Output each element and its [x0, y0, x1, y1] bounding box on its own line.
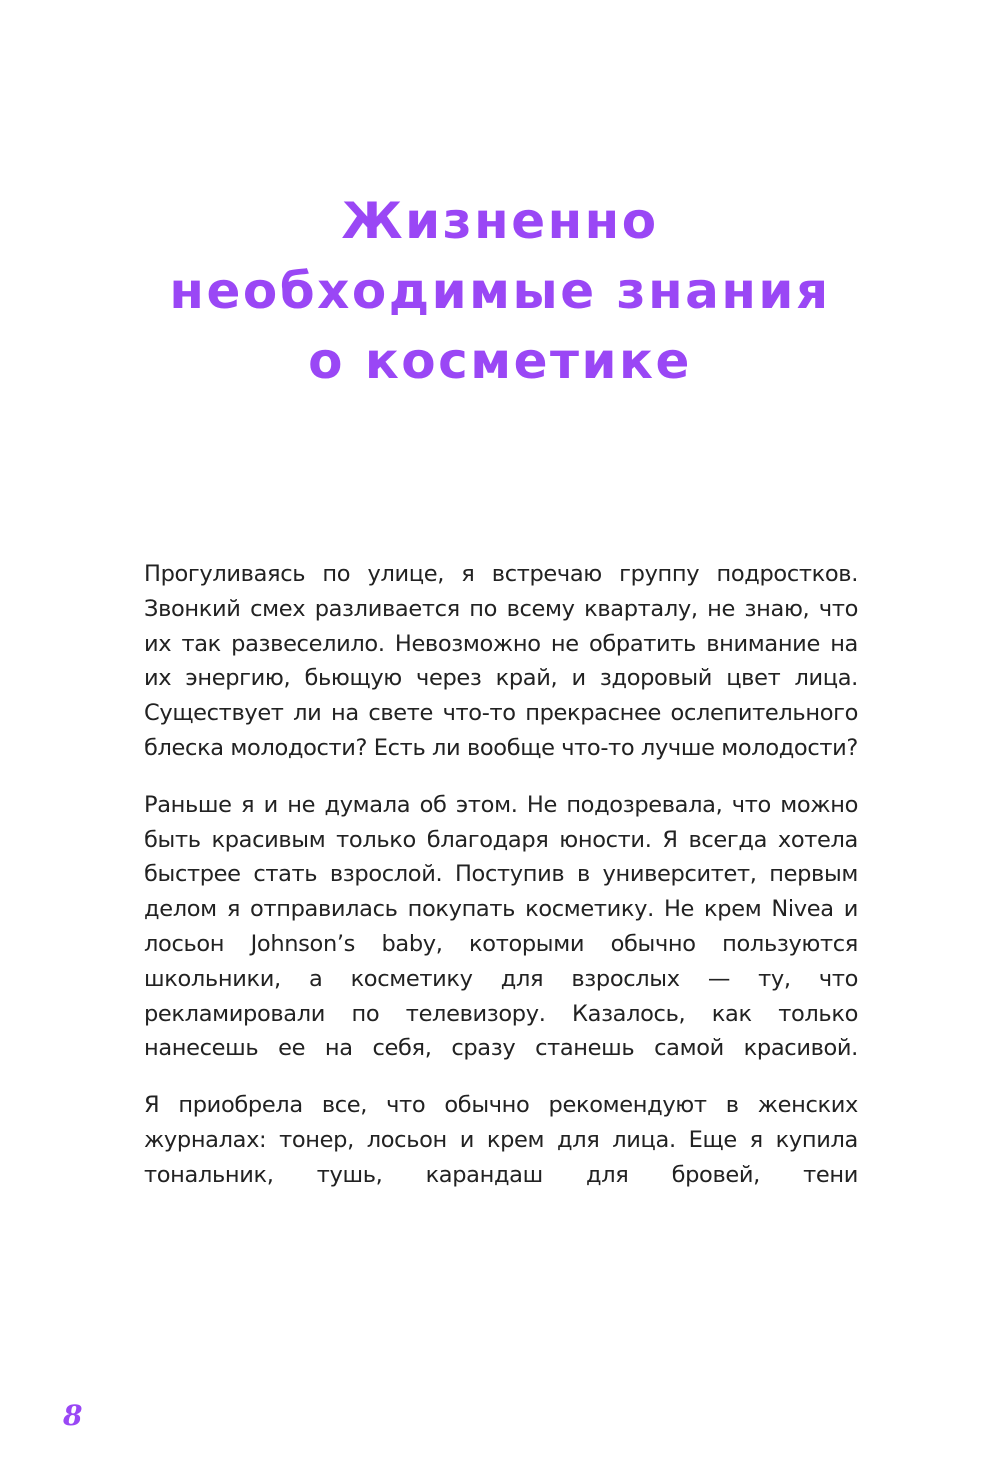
chapter-title-line-3: о косметике [308, 332, 692, 390]
page-number: 8 [63, 1399, 83, 1432]
chapter-title-line-2: необходимые знания [169, 262, 831, 320]
paragraph-2: Раньше я и не думала об этом. Не подозревала, что можно быть красивым только благодаря юности. Я всегда хотела быстрее стать взрослой. Поступив в университет, первым делом я отправилась покупать косметику. Не крем Nivea и лосьон Johnson’s baby, которыми обычно пользуются школьники, а косметику для взрослых — ту, что рекламировали по телевизору. Казалось, как только нанесешь ее на себя, сразу станешь самой красивой. [144, 791, 858, 1062]
body-text [144, 557, 858, 1215]
paragraph-3: Я приобрела все, что обычно рекомендуют в женских журналах: тонер, лосьон и крем для лица. Еще я купила тональник, тушь, карандаш для бровей, тени [144, 1092, 858, 1188]
chapter-title [0, 186, 1000, 396]
chapter-title-line-1: Жизненно [341, 192, 659, 250]
paragraph-1: Прогуливаясь по улице, я встречаю группу подростков. Звонкий смех разливается по всему кварталу, не знаю, что их так развеселило. Невозможно не обратить внимание на их энергию, бьющую через край, и здоровый цвет лица. Существует ли на свете что-то прекраснее ослепительного блеска молодости? Есть ли вообще что-то лучше молодости? [144, 561, 858, 761]
